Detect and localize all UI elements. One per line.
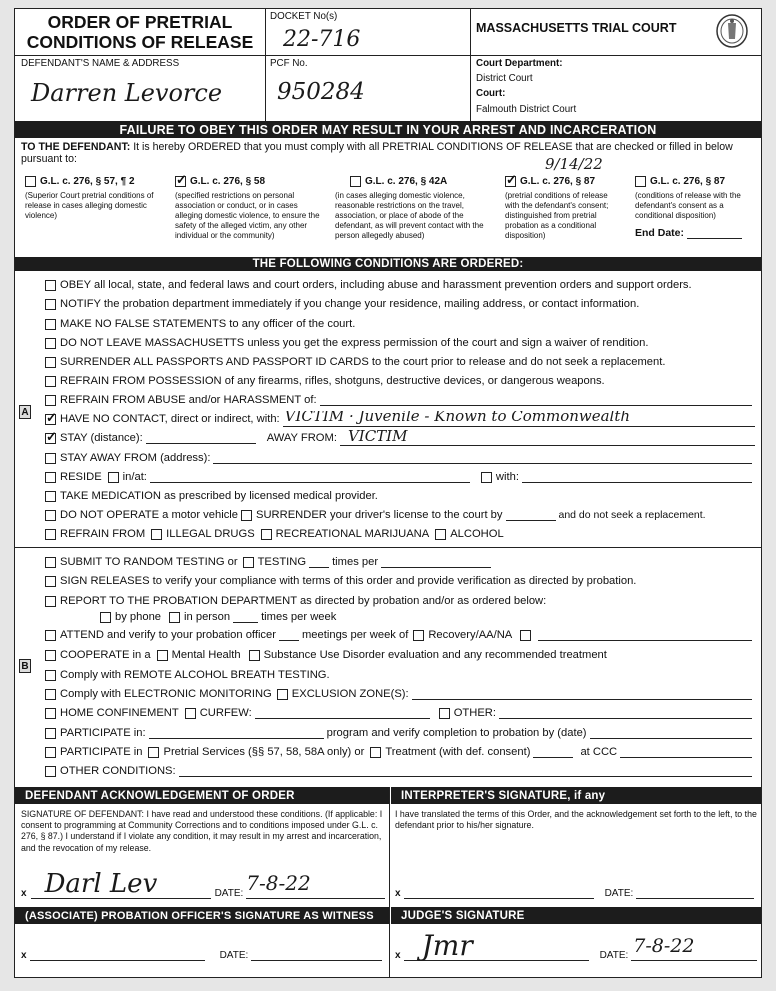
court-title: MASSACHUSETTS TRIAL COURT: [476, 21, 677, 35]
condition-attend: [45, 627, 755, 643]
other-conditions-field[interactable]: [179, 765, 752, 777]
curfew-checkbox[interactable]: [185, 708, 196, 719]
marijuana-checkbox[interactable]: [261, 529, 272, 540]
condition-reside-checkbox[interactable]: [45, 472, 56, 483]
condition-no-false: [45, 316, 755, 332]
condition-refrain-possession-text: REFRAIN FROM POSSESSION of any firearms, rifles, shotguns, destructive devices, or dangerous weapons.: [60, 375, 605, 387]
judge-bar: JUDGE'S SIGNATURE: [391, 907, 761, 924]
sign-releases-checkbox[interactable]: [45, 576, 56, 587]
state-seal-icon: [715, 13, 749, 49]
refrain-abuse-field[interactable]: [320, 394, 752, 406]
intro-text: [21, 141, 757, 165]
report-times-field[interactable]: [233, 611, 258, 623]
court-dept-label: Court Department:: [476, 58, 563, 69]
condition-obey-checkbox[interactable]: [45, 280, 56, 291]
statute-row: [15, 174, 762, 256]
condition-refrain-abuse-text: REFRAIN FROM ABUSE and/or HARASSMENT of:: [60, 394, 317, 406]
statute-87-a: [505, 176, 630, 241]
mental-health-label: Mental Health: [171, 649, 241, 661]
ccc-field[interactable]: [620, 746, 752, 758]
handwritten-date: 9/14/22: [545, 155, 603, 173]
condition-no-false-checkbox[interactable]: [45, 319, 56, 330]
end-date-field[interactable]: [687, 227, 742, 239]
judge-date-label: DATE:: [599, 950, 629, 961]
condition-sign-releases: [45, 573, 755, 589]
reside-field[interactable]: [150, 471, 470, 483]
statute-57-label: G.L. c. 276, § 57, ¶ 2: [40, 176, 135, 187]
defendant-x-mark: x: [21, 888, 27, 899]
electronic-checkbox[interactable]: [45, 689, 56, 700]
interpreter-text: I have translated the terms of this Order, and the acknowledgement set forth to the left, to the defendant prior to his/her signature.: [395, 809, 757, 831]
participate-in-label: PARTICIPATE in:: [60, 727, 146, 739]
condition-cooperate: [45, 647, 755, 663]
condition-surrender-passports: [45, 354, 755, 370]
judge-signature[interactable]: Jmr: [421, 929, 473, 962]
statute-57-desc: (Superior Court pretrial conditions of release in cases alleging domestic violence): [25, 191, 154, 220]
reside-with-checkbox[interactable]: [481, 472, 492, 483]
report-label: REPORT TO THE PROBATION DEPARTMENT as directed by probation and/or as ordered below:: [60, 595, 547, 607]
pretrial-services-label: Pretrial Services (§§ 57, 58, 58A only) or: [163, 746, 365, 758]
alcohol-label: ALCOHOL: [450, 528, 504, 540]
defendant-date-label: DATE:: [214, 888, 244, 899]
meetings-label: meetings per week of: [301, 629, 409, 641]
condition-medication: [45, 488, 755, 504]
other-label: OTHER:: [453, 707, 496, 719]
participate-in2-label: PARTICIPATE in: [60, 746, 143, 758]
condition-no-contact: [45, 411, 755, 427]
defendant-signature[interactable]: Darl Lev: [44, 869, 158, 899]
interpreter-x-mark: x: [395, 888, 401, 899]
condition-refrain-from-checkbox[interactable]: [45, 529, 56, 540]
statute-87-a-desc: (pretrial conditions of release with the defendant's consent; distinguished from pretrial probation as a conditional disposition): [505, 191, 609, 240]
court-label: Court:: [476, 88, 506, 99]
condition-medication-checkbox[interactable]: [45, 491, 56, 502]
recovery-label: Recovery/AA/NA: [428, 629, 513, 641]
attend-checkbox[interactable]: [45, 630, 56, 641]
stay-distance-field[interactable]: [146, 432, 256, 444]
pretrial-services-checkbox[interactable]: [148, 747, 159, 758]
form-title-line1: ORDER OF PRETRIAL: [47, 12, 233, 32]
officer-date-label: DATE:: [219, 950, 249, 961]
remote-alcohol-checkbox[interactable]: [45, 670, 56, 681]
judge-date[interactable]: 7-8-22: [633, 935, 695, 957]
participate-program-field[interactable]: [149, 727, 324, 739]
defendant-ack-bar: DEFENDANT ACKNOWLEDGEMENT OF ORDER: [15, 787, 389, 804]
statute-42a-checkbox[interactable]: [350, 176, 361, 187]
statute-42a: [335, 176, 490, 241]
defendant-label: DEFENDANT'S NAME & ADDRESS: [21, 58, 180, 69]
condition-obey: [45, 277, 755, 293]
condition-refrain-abuse-checkbox[interactable]: [45, 395, 56, 406]
medication-label: TAKE MEDICATION as prescribed by licensed medical provider.: [60, 490, 378, 502]
condition-participate-services: [45, 744, 755, 760]
sud-checkbox[interactable]: [249, 650, 260, 661]
defendant-signature-row: [21, 869, 385, 899]
interpreter-bar: INTERPRETER'S SIGNATURE, if any: [391, 787, 761, 804]
attend-other-field[interactable]: [538, 629, 752, 641]
judge-x-mark: x: [395, 950, 401, 961]
docket-value[interactable]: 22-716: [283, 27, 361, 52]
curfew-label: CURFEW:: [199, 707, 252, 719]
condition-stay-away-checkbox[interactable]: [45, 453, 56, 464]
no-replacement-label: and do not seek a replacement.: [558, 509, 706, 521]
intro-text-lead: TO THE DEFENDANT:: [21, 141, 131, 153]
condition-other-conditions: [45, 763, 755, 779]
condition-stay-label: STAY (distance):: [60, 432, 143, 444]
interpreter-date-field[interactable]: [636, 887, 754, 899]
exclusion-label: EXCLUSION ZONE(S):: [291, 688, 409, 700]
statute-58-desc: (specified restrictions on personal association or conduct, or in cases alleging domestic violence, to ensure the safety of the alleged victim, any other individual or the community): [175, 191, 320, 240]
court-value: Falmouth District Court: [476, 104, 577, 115]
defendant-name[interactable]: Darren Levorce: [31, 79, 223, 107]
other-checkbox[interactable]: [439, 708, 450, 719]
court-dept-value: District Court: [476, 73, 533, 84]
sign-releases-label: SIGN RELEASES to verify your compliance with terms of this order and provide verification as directed by probation.: [60, 575, 637, 587]
condition-electronic: [45, 686, 755, 702]
statute-87-b: [635, 176, 759, 239]
condition-home-confinement: [45, 705, 755, 721]
judge-signature-row: [395, 929, 757, 962]
officer-date-field[interactable]: [251, 949, 382, 961]
condition-do-not-operate: [45, 507, 755, 523]
other-conditions-label: OTHER CONDITIONS:: [60, 765, 176, 777]
interpreter-signature-row: [395, 877, 757, 899]
at-ccc-label: at CCC: [580, 746, 618, 758]
condition-notify-text: NOTIFY the probation department immediately if you change your residence, mailing address, or contact information.: [60, 298, 640, 310]
treatment-checkbox[interactable]: [370, 747, 381, 758]
recovery-checkbox[interactable]: [413, 630, 424, 641]
statute-87-b-label: G.L. c. 276, § 87: [650, 176, 726, 187]
other-field[interactable]: [499, 707, 752, 719]
statute-58-label: G.L. c. 276, § 58: [190, 176, 266, 187]
testing-checkbox[interactable]: [243, 557, 254, 568]
in-person-checkbox[interactable]: [169, 612, 180, 623]
warning-bar: FAILURE TO OBEY THIS ORDER MAY RESULT IN YOUR ARREST AND INCARCERATION: [15, 121, 761, 138]
with-label: with:: [495, 471, 519, 483]
alcohol-checkbox[interactable]: [435, 529, 446, 540]
officer-x-mark: x: [21, 950, 27, 961]
random-testing-checkbox[interactable]: [45, 557, 56, 568]
exclusion-field[interactable]: [412, 688, 752, 700]
testing-times-field[interactable]: [309, 556, 329, 568]
cooperate-label: COOPERATE in a: [60, 649, 151, 661]
reside-with-field[interactable]: [522, 471, 752, 483]
illegal-drugs-label: ILLEGAL DRUGS: [166, 528, 255, 540]
attend-other-checkbox[interactable]: [520, 630, 531, 641]
condition-stay-checkbox[interactable]: [45, 433, 56, 444]
pretrial-order-form: [14, 8, 762, 978]
testing-label: TESTING: [257, 556, 307, 568]
surrender-license-date[interactable]: [506, 509, 556, 521]
surrender-license-checkbox[interactable]: [241, 510, 252, 521]
treatment-field[interactable]: [533, 746, 573, 758]
away-from-label: AWAY FROM:: [266, 432, 337, 444]
statute-42a-label: G.L. c. 276, § 42A: [365, 176, 448, 187]
condition-participate: [45, 725, 755, 741]
meetings-count-field[interactable]: [279, 629, 299, 641]
end-date-label: End Date:: [635, 227, 685, 239]
times-per-label: times per: [332, 556, 379, 568]
remote-alcohol-label: Comply with REMOTE ALCOHOL BREATH TESTING.: [60, 669, 330, 681]
no-contact-value[interactable]: VICTIM · Juvenile - Known to Commonwealth: [284, 411, 631, 425]
condition-refrain-possession-checkbox[interactable]: [45, 376, 56, 387]
times-per-week-label: times per week: [261, 611, 337, 623]
stay-away-label: STAY AWAY FROM (address):: [60, 452, 211, 464]
condition-stay-away-address: [45, 450, 755, 466]
treatment-label: Treatment (with def. consent): [385, 746, 531, 758]
in-at-label: in/at:: [122, 471, 147, 483]
condition-notify-checkbox[interactable]: [45, 299, 56, 310]
statute-57: [25, 176, 165, 221]
condition-report: [45, 593, 755, 609]
program-verify-label: program and verify completion to probation by (date): [326, 727, 587, 739]
reside-in-at-checkbox[interactable]: [108, 472, 119, 483]
section-a-marker: A: [19, 405, 31, 419]
probation-officer-bar: (ASSOCIATE) PROBATION OFFICER'S SIGNATURE AS WITNESS: [15, 907, 389, 924]
docket-label: DOCKET No(s): [270, 11, 338, 22]
mental-health-checkbox[interactable]: [157, 650, 168, 661]
condition-random-testing: [45, 554, 755, 570]
home-confinement-label: HOME CONFINEMENT: [60, 707, 179, 719]
intro-text-body: It is hereby ORDERED that you must comply with all PRETRIAL CONDITIONS OF RELEASE that are checked or filled in below pursuant to:: [21, 141, 733, 165]
condition-obey-text: OBEY all local, state, and federal laws and court orders, including abuse and harassment prevention orders and support orders.: [60, 279, 692, 291]
condition-reside: [45, 469, 755, 485]
in-person-label: in person: [184, 611, 231, 623]
statute-87-a-label: G.L. c. 276, § 87: [520, 176, 596, 187]
statute-87-a-checkbox[interactable]: [505, 176, 516, 187]
exclusion-checkbox[interactable]: [277, 689, 288, 700]
report-checkbox[interactable]: [45, 596, 56, 607]
participate-date-field[interactable]: [590, 727, 752, 739]
defendant-date[interactable]: 7-8-22: [246, 871, 311, 895]
by-phone-checkbox[interactable]: [100, 612, 111, 623]
defendant-ack-text: SIGNATURE OF DEFENDANT: I have read and understood these conditions. (If applicable: I consent to programming at Community Corrections and to conditions imposed under G.L. c. 276, § 87.) I understand if I violate any condition, it may result in my arrest and incarceration, and the revocation of my release.: [21, 809, 383, 853]
section-b-marker: B: [19, 659, 31, 673]
condition-no-false-text: MAKE NO FALSE STATEMENTS to any officer of the court.: [60, 318, 356, 330]
surrender-license-label: SURRENDER your driver's license to the court by: [256, 509, 503, 521]
statute-42a-desc: (in cases alleging domestic violence, reasonable restrictions on the travel, association, or place of abode of the defendant, as will prevent contact with the person allegedly abused): [335, 191, 484, 240]
statute-58-checkbox[interactable]: [175, 176, 186, 187]
electronic-label: Comply with ELECTRONIC MONITORING: [60, 688, 272, 700]
reside-label: RESIDE: [60, 471, 102, 483]
statute-87-b-checkbox[interactable]: [635, 176, 646, 187]
condition-refrain-from: [45, 526, 755, 542]
condition-no-contact-label: HAVE NO CONTACT, direct or indirect, with:: [60, 413, 280, 425]
refrain-from-label: REFRAIN FROM: [60, 528, 146, 540]
condition-notify: [45, 296, 755, 312]
pcf-value[interactable]: 950284: [277, 79, 365, 105]
home-confinement-checkbox[interactable]: [45, 708, 56, 719]
participate-services-checkbox[interactable]: [45, 747, 56, 758]
participate-checkbox[interactable]: [45, 728, 56, 739]
condition-remote-alcohol: [45, 667, 755, 683]
cooperate-checkbox[interactable]: [45, 650, 56, 661]
condition-no-contact-checkbox[interactable]: [45, 414, 56, 425]
condition-do-not-leave-checkbox[interactable]: [45, 338, 56, 349]
officer-signature-field[interactable]: [30, 949, 205, 961]
condition-stay: [45, 427, 755, 446]
do-not-operate-label: DO NOT OPERATE a motor vehicle: [60, 509, 239, 521]
condition-refrain-possession: [45, 373, 755, 389]
curfew-field[interactable]: [255, 707, 430, 719]
condition-do-not-leave: [45, 335, 755, 351]
away-from-value[interactable]: VICTIM: [347, 427, 408, 445]
statute-87-b-desc: (conditions of release with the defendant's consent as a conditional disposition): [635, 191, 741, 220]
condition-surrender-passports-text: SURRENDER ALL PASSPORTS AND PASSPORT ID CARDS to the court prior to release and do not seek a replacement.: [60, 356, 666, 368]
pcf-label: PCF No.: [270, 58, 308, 69]
form-title: [15, 9, 265, 55]
interpreter-date-label: DATE:: [604, 888, 634, 899]
statute-58: [175, 176, 325, 241]
attend-label: ATTEND and verify to your probation officer: [60, 629, 276, 641]
report-methods: [100, 609, 755, 625]
condition-refrain-abuse: [45, 392, 755, 408]
officer-signature-row: [21, 941, 385, 961]
other-conditions-checkbox[interactable]: [45, 766, 56, 777]
conditions-bar: THE FOLLOWING CONDITIONS ARE ORDERED:: [15, 257, 761, 271]
testing-period-field[interactable]: [381, 556, 491, 568]
condition-do-not-leave-text: DO NOT LEAVE MASSACHUSETTS unless you get the express permission of the court and sign a waiver of rendition.: [60, 337, 649, 349]
illegal-drugs-checkbox[interactable]: [151, 529, 162, 540]
sud-label: Substance Use Disorder evaluation and any recommended treatment: [263, 649, 607, 661]
condition-do-not-operate-checkbox[interactable]: [45, 510, 56, 521]
stay-away-field[interactable]: [213, 452, 752, 464]
by-phone-label: by phone: [115, 611, 162, 623]
condition-surrender-passports-checkbox[interactable]: [45, 357, 56, 368]
marijuana-label: RECREATIONAL MARIJUANA: [275, 528, 430, 540]
statute-57-checkbox[interactable]: [25, 176, 36, 187]
interpreter-signature-field[interactable]: [404, 887, 594, 899]
random-testing-label: SUBMIT TO RANDOM TESTING or: [60, 556, 238, 568]
form-title-line2: CONDITIONS OF RELEASE: [26, 32, 254, 52]
